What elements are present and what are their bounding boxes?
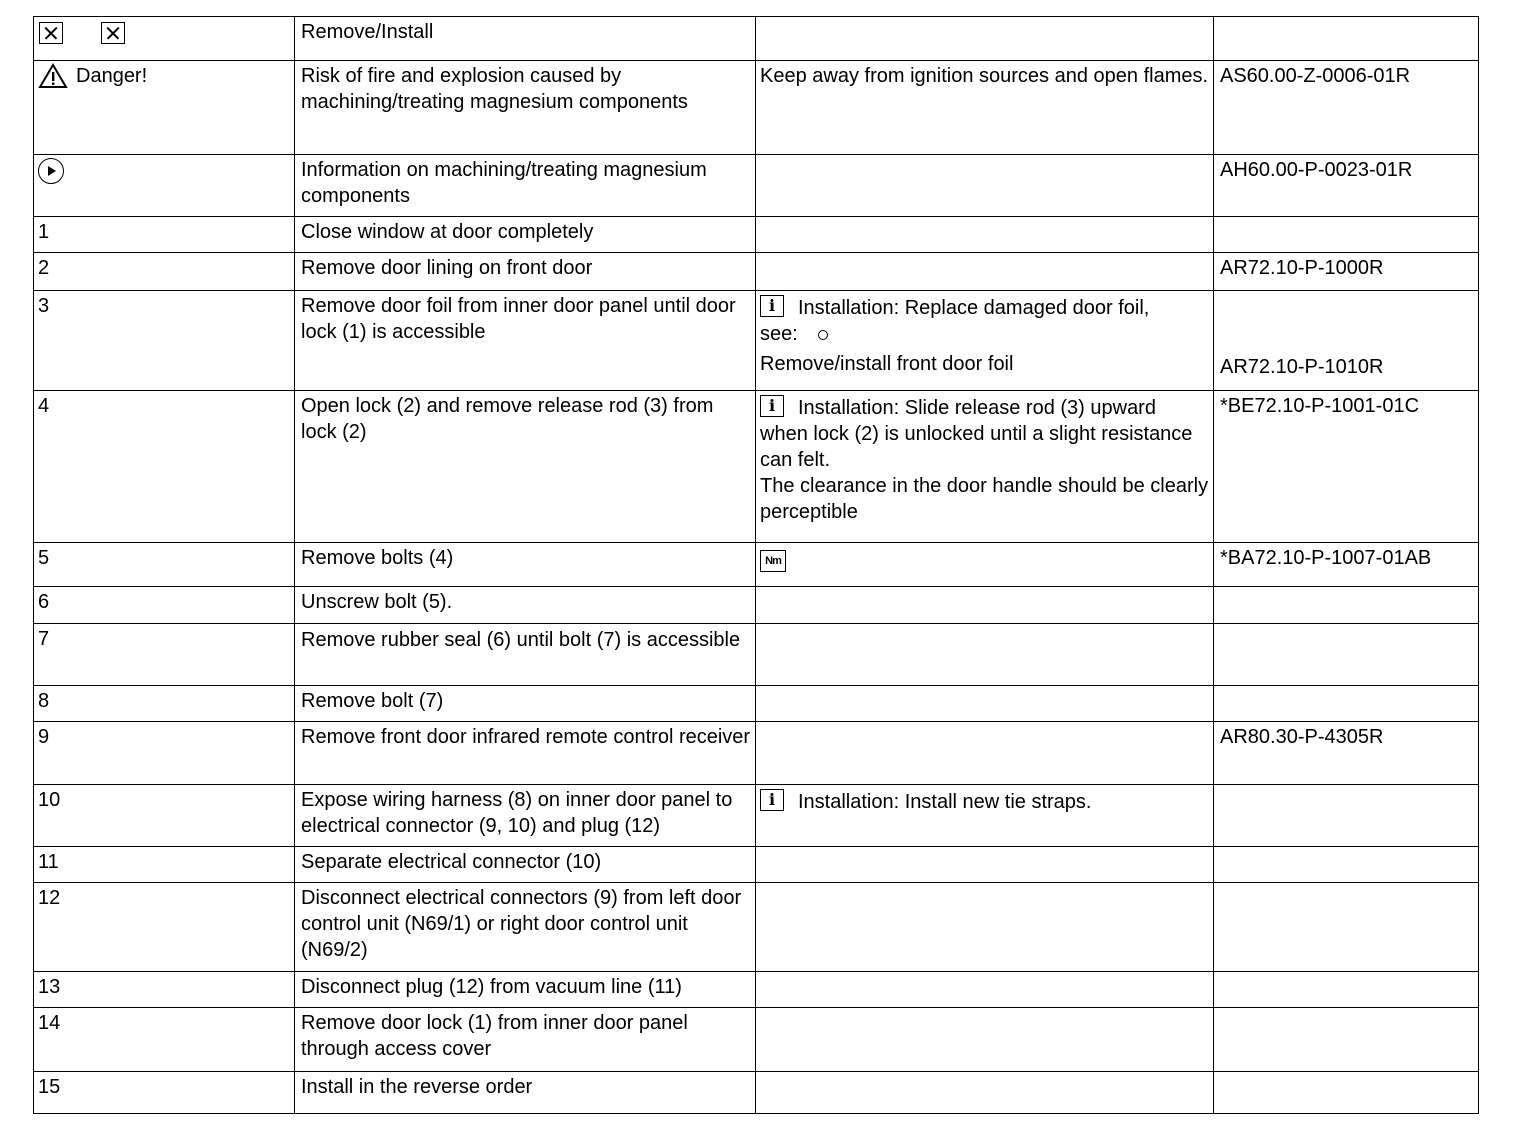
table-row: [34, 624, 1479, 686]
danger-note: Keep away from ignition sources and open flames.: [756, 61, 1214, 155]
step-text: Disconnect plug (12) from vacuum line (11): [295, 972, 756, 1008]
procedure-table: [33, 16, 1479, 1114]
info-i-icon: i: [760, 789, 784, 811]
info-arrow-icon: [38, 158, 64, 184]
step-note: Installation: Install new tie straps.: [798, 791, 1092, 813]
step-number: 5: [34, 543, 295, 587]
step-number: 8: [34, 686, 295, 722]
step-number: 2: [34, 253, 295, 291]
step-text: Close window at door completely: [295, 217, 756, 253]
warning-icon: [38, 63, 68, 89]
table-row: [34, 543, 1479, 587]
info-i-icon: i: [760, 295, 784, 317]
step-text: Remove bolt (7): [295, 686, 756, 722]
step-text: Remove door foil from inner door panel until door lock (1) is accessible: [295, 291, 756, 391]
step-number: 14: [34, 1008, 295, 1072]
step-note: when lock (2) is unlocked until a slight resistance can felt.: [760, 423, 1193, 471]
reference-icon[interactable]: [818, 330, 828, 340]
table-row: [34, 253, 1479, 291]
table-row: [34, 785, 1479, 847]
step-number: 9: [34, 722, 295, 785]
step-number: 13: [34, 972, 295, 1008]
table-row: [34, 722, 1479, 785]
table-row-header: [34, 17, 1479, 61]
step-number: 6: [34, 587, 295, 624]
step-number: 12: [34, 883, 295, 972]
step-ref[interactable]: AR72.10-P-1010R: [1214, 291, 1479, 391]
step-text: Unscrew bolt (5).: [295, 587, 756, 624]
danger-label: Danger!: [76, 65, 148, 87]
step-text: Remove door lock (1) from inner door panel through access cover: [295, 1008, 756, 1072]
table-row-info: [34, 155, 1479, 217]
step-number: 4: [34, 391, 295, 543]
table-row: [34, 883, 1479, 972]
danger-text: Risk of fire and explosion caused by machining/treating magnesium components: [295, 61, 756, 155]
table-row: [34, 587, 1479, 624]
step-number: 1: [34, 217, 295, 253]
table-row: [34, 972, 1479, 1008]
table-row: [34, 1008, 1479, 1072]
step-ref[interactable]: AR72.10-P-1000R: [1214, 253, 1479, 291]
step-ref[interactable]: *BE72.10-P-1001-01C: [1214, 391, 1479, 543]
table-row: [34, 391, 1479, 543]
header-title: Remove/Install: [295, 17, 756, 61]
collapse-icon[interactable]: [101, 22, 125, 44]
step-note: see:: [760, 323, 798, 345]
step-text: Disconnect electrical connectors (9) from left door control unit (N69/1) or right door control unit (N69/2): [295, 883, 756, 972]
step-note-link[interactable]: Remove/install front door foil: [760, 353, 1014, 375]
table-row: [34, 291, 1479, 391]
step-text: Remove door lining on front door: [295, 253, 756, 291]
expand-icon[interactable]: [39, 22, 63, 44]
step-number: 11: [34, 847, 295, 883]
step-text: Remove front door infrared remote control receiver: [295, 722, 756, 785]
step-text: Remove rubber seal (6) until bolt (7) is accessible: [295, 624, 756, 686]
step-note: Installation: Slide release rod (3) upward: [798, 397, 1156, 419]
step-number: 15: [34, 1072, 295, 1114]
step-text: Expose wiring harness (8) on inner door panel to electrical connector (9, 10) and plug (12): [295, 785, 756, 847]
header-icons-cell: [34, 17, 295, 61]
table-row: [34, 1072, 1479, 1114]
table-row: [34, 217, 1479, 253]
torque-nm-icon[interactable]: Nm: [760, 550, 786, 572]
step-text: Open lock (2) and remove release rod (3) from lock (2): [295, 391, 756, 543]
info-text: Information on machining/treating magnesium components: [295, 155, 756, 217]
danger-ref[interactable]: AS60.00-Z-0006-01R: [1214, 61, 1479, 155]
step-number: 7: [34, 624, 295, 686]
info-ref[interactable]: AH60.00-P-0023-01R: [1214, 155, 1479, 217]
table-row: [34, 686, 1479, 722]
table-row-danger: [34, 61, 1479, 155]
step-text: Install in the reverse order: [295, 1072, 756, 1114]
step-note: Installation: Replace damaged door foil,: [798, 297, 1150, 319]
info-i-icon: i: [760, 395, 784, 417]
step-text: Remove bolts (4): [295, 543, 756, 587]
step-number: 10: [34, 785, 295, 847]
step-text: Separate electrical connector (10): [295, 847, 756, 883]
table-row: [34, 847, 1479, 883]
step-ref[interactable]: *BA72.10-P-1007-01AB: [1214, 543, 1479, 587]
step-note: The clearance in the door handle should be clearly perceptible: [760, 475, 1209, 523]
step-number: 3: [34, 291, 295, 391]
step-ref[interactable]: AR80.30-P-4305R: [1214, 722, 1479, 785]
